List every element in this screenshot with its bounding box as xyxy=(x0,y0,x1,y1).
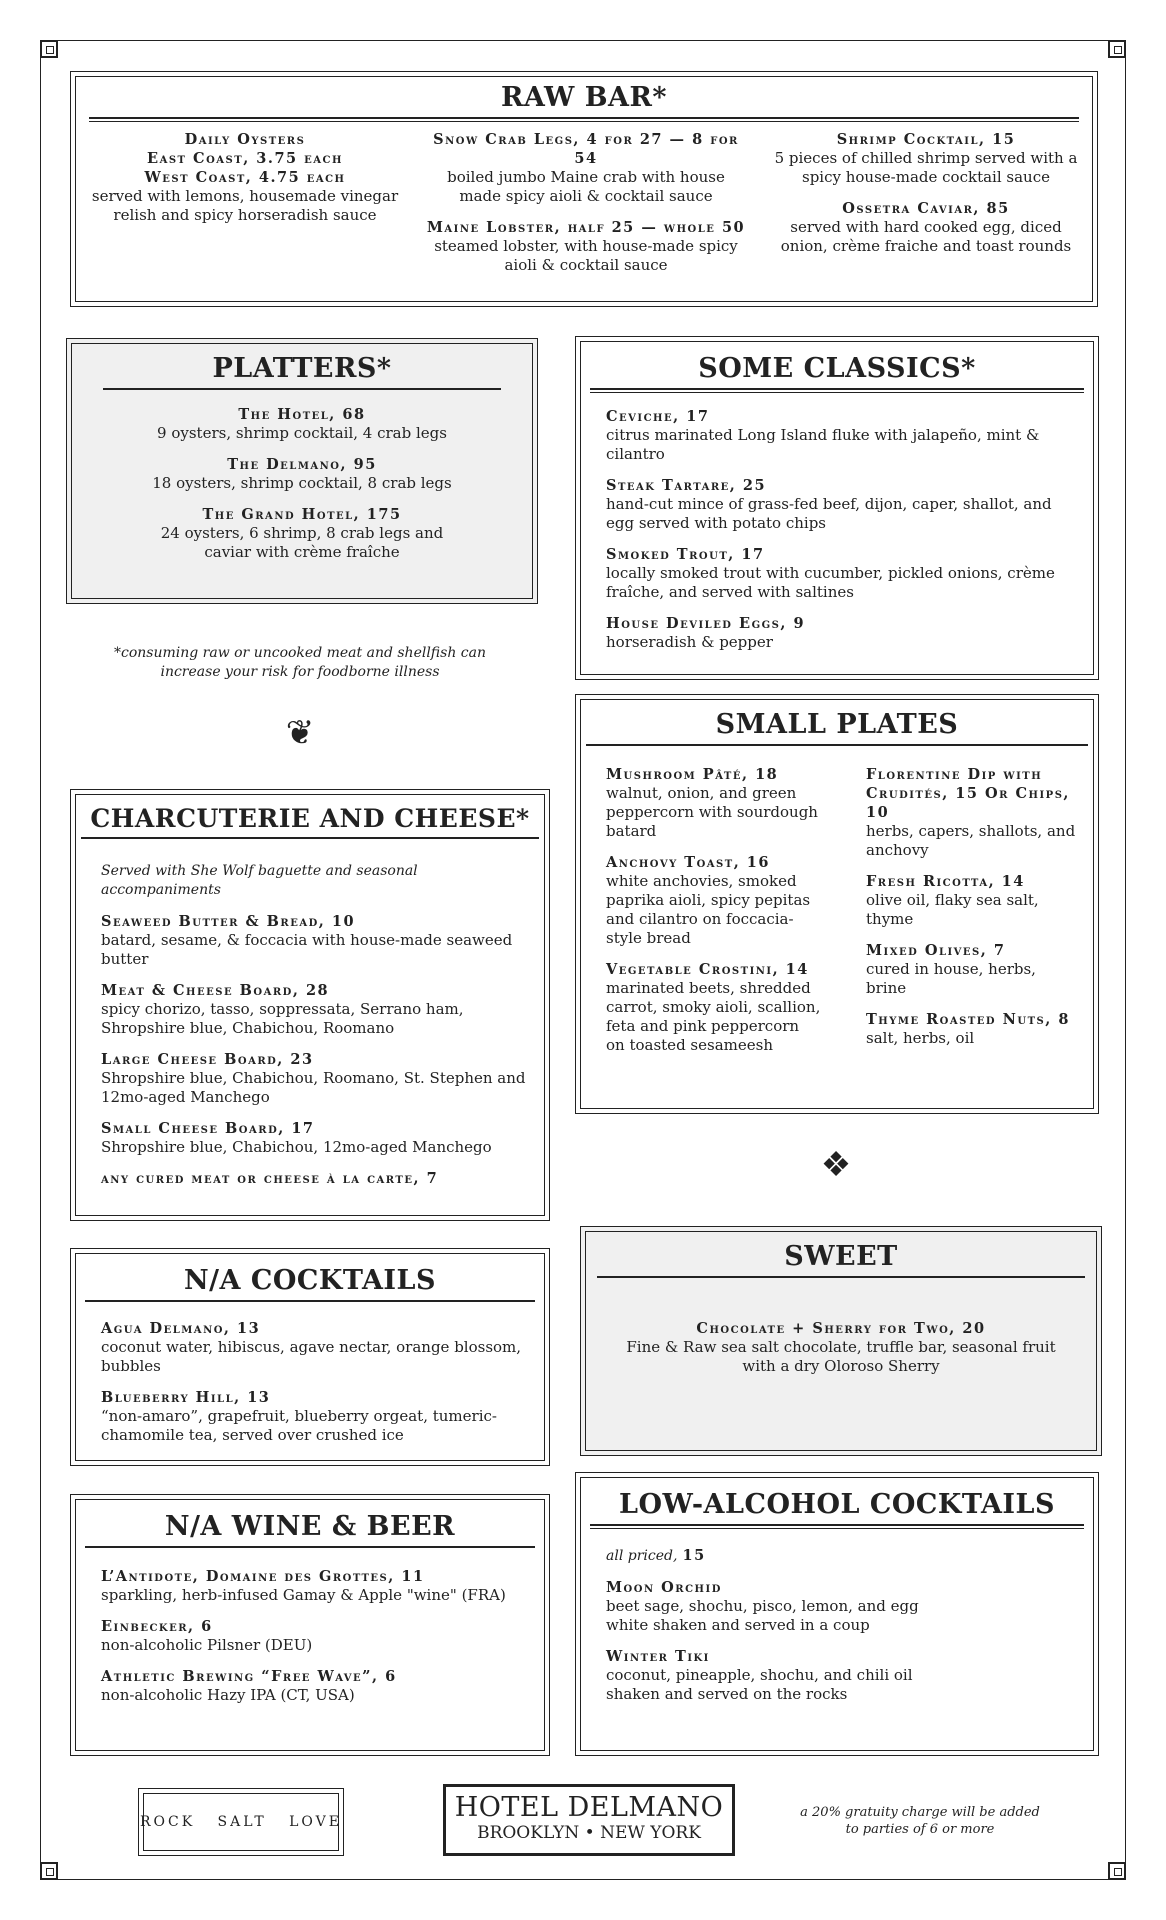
section-title: N/A WINE & BEER xyxy=(164,1511,456,1542)
item-name: Anchovy Toast, 16 xyxy=(606,854,770,871)
title-rule xyxy=(586,744,1088,746)
title-rule xyxy=(590,1524,1084,1526)
na-cocktails-list xyxy=(101,1319,533,1457)
title-rule xyxy=(89,121,1079,122)
item-desc: locally smoked trout with cucumber, pickled onions, crème fraîche, and served with saltines xyxy=(606,564,1055,601)
item-desc: 5 pieces of chilled shrimp served with a spicy house-made cocktail sauce xyxy=(774,149,1078,186)
subtitle-price: 15 xyxy=(682,1547,706,1564)
na-wine-beer-list xyxy=(101,1567,533,1717)
section-subtitle xyxy=(606,1545,1082,1566)
title-rule xyxy=(85,1546,535,1548)
corner-ornament xyxy=(1108,1862,1126,1880)
item-desc: non-alcoholic Pilsner (DEU) xyxy=(101,1636,313,1654)
item-desc: walnut, onion, and green peppercorn with sourdough batard xyxy=(606,784,818,840)
na-cocktails-section xyxy=(70,1248,550,1466)
item-desc: herbs, capers, shallots, and anchovy xyxy=(866,822,1076,859)
gratuity-note: a 20% gratuity charge will be added to parties of 6 or more xyxy=(800,1805,1040,1837)
item-name: Blueberry Hill, 13 xyxy=(101,1389,271,1406)
raw-bar-col-2 xyxy=(426,130,746,287)
small-plates-left xyxy=(606,765,821,1067)
item-name: East Coast, 3.75 each xyxy=(147,150,343,167)
logo-line-1: HOTEL DELMANO xyxy=(454,1792,724,1823)
item-name: Mixed Olives, 7 xyxy=(866,942,1006,959)
item-desc: beet sage, shochu, pisco, lemon, and egg white shaken and served in a coup xyxy=(606,1597,919,1634)
item-name: Steak Tartare, 25 xyxy=(606,477,767,494)
item-name: Shrimp Cocktail, 15 xyxy=(836,131,1016,148)
item-desc: served with lemons, housemade vinegar relish and spicy horseradish sauce xyxy=(91,187,399,224)
charcuterie-list xyxy=(101,862,533,1200)
raw-bar-section xyxy=(70,71,1098,307)
item-name: Agua Delmano, 13 xyxy=(101,1320,261,1337)
item-name: Thyme Roasted Nuts, 8 xyxy=(866,1011,1070,1028)
item-desc: Fine & Raw sea salt chocolate, truffle bar, seasonal fruit with a dry Oloroso Sherry xyxy=(626,1338,1056,1375)
item-name: Meat & Cheese Board, 28 xyxy=(101,982,330,999)
item-desc: horseradish & pepper xyxy=(606,633,773,651)
item-desc: 18 oysters, shrimp cocktail, 8 crab legs xyxy=(152,474,452,492)
title-rule xyxy=(103,388,501,390)
subtitle-text: all priced, xyxy=(606,1548,678,1564)
platters-section xyxy=(66,338,538,604)
item-desc: hand-cut mince of grass-fed beef, dijon, caper, shallot, and egg served with potato chips xyxy=(606,495,1052,532)
item-name: Smoked Trout, 17 xyxy=(606,546,765,563)
section-title: SWEET xyxy=(784,1241,898,1272)
sweet-list xyxy=(621,1319,1061,1376)
item-name: any cured meat or cheese à la carte, 7 xyxy=(101,1170,439,1187)
item-desc: served with hard cooked egg, diced onion, crème fraiche and toast rounds xyxy=(780,218,1072,255)
item-name: Seaweed Butter & Bread, 10 xyxy=(101,913,356,930)
item-desc: 9 oysters, shrimp cocktail, 4 crab legs xyxy=(157,424,447,442)
item-desc: coconut, pineapple, shochu, and chili oil shaken and served on the rocks xyxy=(606,1666,913,1703)
sweet-section xyxy=(580,1226,1102,1456)
item-desc: non-alcoholic Hazy IPA (CT, USA) xyxy=(101,1686,355,1704)
tagline: ROCK SALT LOVE xyxy=(140,1814,342,1830)
item-desc: Shropshire blue, Chabichou, Roomano, St. Stephen and 12mo-aged Manchego xyxy=(101,1069,526,1106)
section-title: CHARCUTERIE AND CHEESE* xyxy=(90,804,530,833)
corner-ornament xyxy=(40,1862,58,1880)
title-rule xyxy=(597,1276,1085,1278)
section-title: SMALL PLATES xyxy=(715,709,959,740)
corner-ornament xyxy=(1108,40,1126,58)
classics-list xyxy=(606,407,1078,664)
item-name: Ceviche, 17 xyxy=(606,408,710,425)
item-name: Small Cheese Board, 17 xyxy=(101,1120,315,1137)
item-name: L’Antidote, Domaine des Grottes, 11 xyxy=(101,1568,425,1585)
item-desc: sparkling, herb-infused Gamay & Apple "wine" (FRA) xyxy=(101,1586,506,1604)
item-desc: “non-amaro”, grapefruit, blueberry orgeat, tumeric-chamomile tea, served over crushed ice xyxy=(101,1407,497,1444)
disclaimer: *consuming raw or uncooked meat and shellfish can increase your risk for foodborne illness xyxy=(113,645,487,680)
item-name: Large Cheese Board, 23 xyxy=(101,1051,314,1068)
raw-bar-col-3 xyxy=(771,130,1081,268)
item-desc: white anchovies, smoked paprika aioli, spicy pepitas and cilantro on foccacia-style bread xyxy=(606,872,811,947)
item-desc: coconut water, hibiscus, agave nectar, orange blossom, bubbles xyxy=(101,1338,522,1375)
item-name: Maine Lobster, half 25 — whole 50 xyxy=(426,219,746,236)
item-name: Moon Orchid xyxy=(606,1579,722,1596)
item-name: Daily Oysters xyxy=(184,131,306,148)
item-desc: olive oil, flaky sea salt, thyme xyxy=(866,891,1039,928)
item-name: Mushroom Pâté, 18 xyxy=(606,766,779,783)
small-plates-section xyxy=(575,694,1099,1114)
item-desc: citrus marinated Long Island fluke with jalapeño, mint & cilantro xyxy=(606,426,1040,463)
low-alcohol-list xyxy=(606,1545,1082,1716)
item-desc: salt, herbs, oil xyxy=(866,1029,975,1047)
section-title: LOW-ALCOHOL COCKTAILS xyxy=(618,1489,1056,1520)
item-desc: boiled jumbo Maine crab with house made spicy aioli & cocktail sauce xyxy=(447,168,725,205)
item-name: The Delmano, 95 xyxy=(227,456,377,473)
ornament-icon: ❦ xyxy=(285,713,315,753)
title-rule xyxy=(89,117,1079,119)
logo-line-2: BROOKLYN • NEW YORK xyxy=(477,1823,701,1843)
item-name: House Deviled Eggs, 9 xyxy=(606,615,806,632)
tagline-box xyxy=(138,1788,344,1856)
title-rule xyxy=(590,1528,1084,1529)
item-name: Fresh Ricotta, 14 xyxy=(866,873,1025,890)
item-name: Athletic Brewing “Free Wave”, 6 xyxy=(101,1668,397,1685)
raw-bar-col-1 xyxy=(85,130,405,225)
corner-ornament xyxy=(40,40,58,58)
item-name: Chocolate + Sherry for Two, 20 xyxy=(696,1320,986,1337)
small-plates-right xyxy=(866,765,1076,1060)
item-name: Ossetra Caviar, 85 xyxy=(842,200,1010,217)
item-desc: Shropshire blue, Chabichou, 12mo-aged Manchego xyxy=(101,1138,492,1156)
item-name: The Grand Hotel, 175 xyxy=(202,506,402,523)
item-name: Florentine Dip with Crudités, 15 Or Chips, 10 xyxy=(866,766,1070,821)
item-name: The Hotel, 68 xyxy=(238,406,366,423)
item-desc: batard, sesame, & foccacia with house-made seaweed butter xyxy=(101,931,513,968)
section-title: N/A COCKTAILS xyxy=(183,1265,437,1296)
na-wine-beer-section xyxy=(70,1494,550,1756)
item-desc: 24 oysters, 6 shrimp, 8 crab legs and caviar with crème fraîche xyxy=(160,524,444,561)
item-name: Snow Crab Legs, 4 for 27 — 8 for 54 xyxy=(433,131,739,167)
section-subtitle: Served with She Wolf baguette and seasonal accompaniments xyxy=(101,863,418,898)
item-desc: cured in house, herbs, brine xyxy=(866,960,1036,997)
hotel-logo xyxy=(443,1784,735,1856)
item-desc: spicy chorizo, tasso, soppressata, Serrano ham, Shropshire blue, Chabichou, Roomano xyxy=(101,1000,464,1037)
item-desc: marinated beets, shredded carrot, smoky aioli, scallion, feta and pink peppercorn on toasted sesameesh xyxy=(606,979,821,1054)
classics-section xyxy=(575,336,1099,680)
ornament-icon: ❖ xyxy=(820,1145,852,1185)
title-rule xyxy=(590,392,1084,393)
item-name: Vegetable Crostini, 14 xyxy=(606,961,809,978)
item-desc: steamed lobster, with house-made spicy aioli & cocktail sauce xyxy=(434,237,738,274)
title-rule xyxy=(85,1300,535,1302)
title-rule xyxy=(81,837,539,839)
platters-list xyxy=(87,405,517,574)
item-name: West Coast, 4.75 each xyxy=(144,169,346,186)
title-rule xyxy=(590,388,1084,390)
section-title: RAW BAR* xyxy=(500,82,668,113)
low-alcohol-section xyxy=(575,1472,1099,1756)
section-title: PLATTERS* xyxy=(212,353,392,384)
section-title: SOME CLASSICS* xyxy=(698,353,976,384)
item-name: Einbecker, 6 xyxy=(101,1618,213,1635)
item-name: Winter Tiki xyxy=(606,1648,710,1665)
charcuterie-section xyxy=(70,789,550,1221)
